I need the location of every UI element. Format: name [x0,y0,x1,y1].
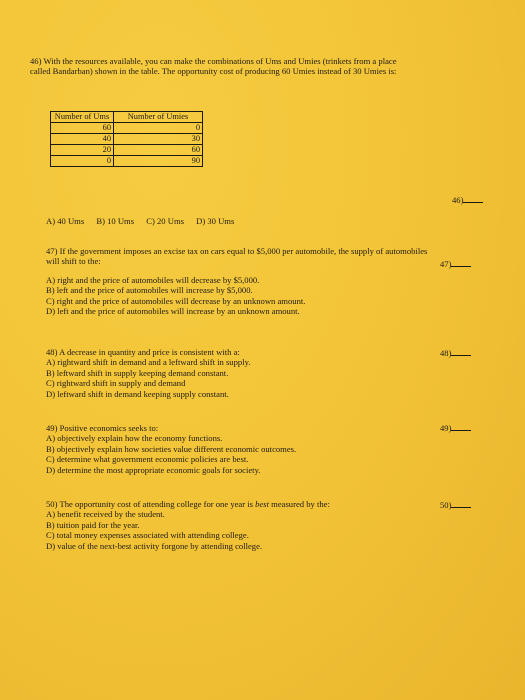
question-46-choices [46,216,244,226]
choice-50-a: A) benefit received by the student. [46,509,165,520]
choice-50-d: D) value of the next-best activity forgone by attending college. [46,540,263,551]
choice-49-b: B) objectively explain how societies value different economic outcomes. [46,443,297,454]
choice-47-c: C) right and the price of automobiles will decrease by an unknown amount. [46,295,306,306]
answer-line-49[interactable] [440,422,471,433]
question-47 [46,246,427,316]
answer-blank-48[interactable] [451,347,471,356]
table-row [51,134,203,145]
answer-label-47: 47) [440,259,452,269]
table-row [51,156,203,167]
table-header-ums: Number of Ums [51,112,114,123]
choice-50-b: B) tuition paid for the year. [46,519,140,530]
table-cell: 30 [114,134,203,145]
question-46-line-1: 46) With the resources available, you can make the combinations of Ums and Umies (trinkets from a place [30,56,397,66]
answer-blank-46[interactable] [463,194,483,203]
choice-47-a: A) right and the price of automobiles will decrease by $5,000. [46,274,260,285]
question-50-stem [46,499,330,509]
answer-line-50[interactable] [440,499,471,510]
table-cell: 40 [51,134,114,145]
table-cell: 0 [114,123,203,134]
table-header-row [51,112,203,123]
choice-50-c: C) total money expenses associated with attending college. [46,530,249,541]
question-47-line-1: 47) If the government imposes an excise tax on cars equal to $5,000 per automobile, the supply of automobiles [46,246,428,256]
choice-46-d: D) 30 Ums [196,216,235,226]
choice-46-a: A) 40 Ums [46,216,85,226]
question-46-line-2: called Bandarban) shown in the table. The opportunity cost of producing 60 Umies instead of 30 Umies is: [30,66,397,77]
question-46-stem [30,56,397,77]
question-48 [46,347,250,399]
question-50-stem-before: 50) The opportunity cost of attending college for one year is [46,499,256,509]
choice-46-c: C) 20 Ums [146,216,184,226]
answer-label-46: 46) [452,195,464,205]
question-47-line-2: will shift to the: [46,256,101,267]
choice-48-c: C) rightward shift in supply and demand [46,378,186,389]
question-48-stem: 48) A decrease in quantity and price is consistent with a: [46,347,240,357]
question-50-stem-emphasis: best [255,499,269,509]
table-cell: 60 [51,123,114,134]
ums-umies-table [50,111,203,167]
choice-48-a: A) rightward shift in demand and a leftward shift in supply. [46,357,251,368]
choice-46-b: B) 10 Ums [96,216,135,226]
table-cell: 20 [51,145,114,156]
question-50-stem-after: measured by the: [268,499,330,509]
choice-48-d: D) leftward shift in demand keeping supply constant. [46,388,229,399]
choice-49-c: C) determine what government economic policies are best. [46,454,249,465]
table-header-umies: Number of Umies [114,112,203,123]
choice-47-b: B) left and the price of automobiles will increase by $5,000. [46,285,253,296]
question-49-stem: 49) Positive economics seeks to: [46,423,159,433]
choice-49-d: D) determine the most appropriate economic goals for society. [46,464,261,475]
table-cell: 60 [114,145,203,156]
answer-blank-47[interactable] [451,258,471,267]
table-cell: 90 [114,156,203,167]
question-50 [46,499,330,551]
question-49 [46,423,296,475]
table-row [51,123,203,134]
choice-49-a: A) objectively explain how the economy functions. [46,433,223,444]
answer-line-47[interactable] [440,258,471,269]
table-row [51,145,203,156]
answer-label-50: 50) [440,500,452,510]
answer-line-48[interactable] [440,347,471,358]
answer-label-48: 48) [440,348,452,358]
answer-blank-50[interactable] [451,499,471,508]
choice-47-d: D) left and the price of automobiles will increase by an unknown amount. [46,306,300,317]
table-cell: 0 [51,156,114,167]
choice-48-b: B) leftward shift in supply keeping demand constant. [46,367,229,378]
answer-label-49: 49) [440,423,452,433]
answer-blank-49[interactable] [451,422,471,431]
answer-line-46[interactable] [452,194,483,205]
